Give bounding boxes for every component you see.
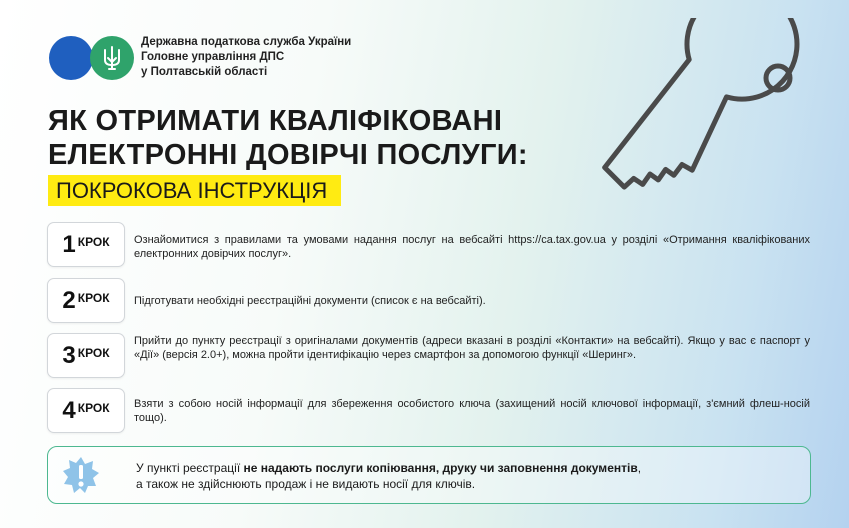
org-line-1: Державна податкова служба України (141, 36, 352, 48)
notice-part-2: , (637, 461, 642, 475)
page-title (48, 104, 528, 172)
step-number: 2 (62, 286, 76, 314)
step-number: 4 (62, 396, 76, 424)
notice-text (136, 460, 796, 492)
subtitle-highlight: ПОКРОКОВА ІНСТРУКЦІЯ (48, 175, 341, 206)
step-number: 1 (62, 230, 76, 258)
trident-icon (102, 45, 122, 71)
step-label: КРОК (77, 234, 110, 249)
step-2-text: Підготувати необхідні реєстраційні документи (список є на вебсайті). (134, 295, 486, 307)
step-2-badge (47, 278, 125, 323)
org-line-3: у Полтавській області (141, 66, 268, 78)
step-1-badge (47, 222, 125, 267)
dps-logo-icon (49, 36, 135, 80)
title-line-2: ЕЛЕКТРОННІ ДОВІРЧІ ПОСЛУГИ: (48, 139, 528, 171)
step-number: 3 (62, 341, 76, 369)
logo-green-circle (90, 36, 134, 80)
notice-box (47, 446, 811, 504)
title-line-1: ЯК ОТРИМАТИ КВАЛІФІКОВАНІ (48, 105, 503, 137)
key-icon (592, 18, 832, 198)
org-line-2: Головне управління ДПС (141, 51, 285, 63)
step-label: КРОК (77, 345, 110, 360)
step-3-badge (47, 333, 125, 378)
step-3-text: Прийти до пункту реєстрації з оригіналами документів (адреси вказані в розділі «Контакти» на вебсайті). Якщо у вас є паспорт у «Дії» (версія 2.0+), можна пройти ідентифікацію через смартфон за допомогою функції «Шеринг». (134, 335, 810, 361)
step-label: КРОК (77, 290, 110, 305)
organization-name (141, 35, 351, 80)
step-4-badge (47, 388, 125, 433)
step-1-text: Ознайомитися з правилами та умовами надання послуг на вебсайті https://ca.tax.gov.ua у розділі «Отримання кваліфікованих електронних довірчих послуг». (134, 234, 810, 260)
step-4-text: Взяти з собою носій інформації для збереження особистого ключа (захищений носій ключової інформації, з'ємний флеш-носій тощо). (134, 398, 810, 424)
notice-bold: не надають послуги копіювання, друку чи заповнення документів (243, 461, 638, 475)
exclamation-badge-icon (63, 456, 99, 494)
notice-part-1: У пункті реєстрації (136, 461, 244, 475)
notice-line-2: а також не здійснюють продаж і не видають носії для ключів. (136, 477, 476, 491)
notice-line-1 (136, 460, 796, 476)
step-label: КРОК (77, 400, 110, 415)
logo-blue-circle (49, 36, 93, 80)
